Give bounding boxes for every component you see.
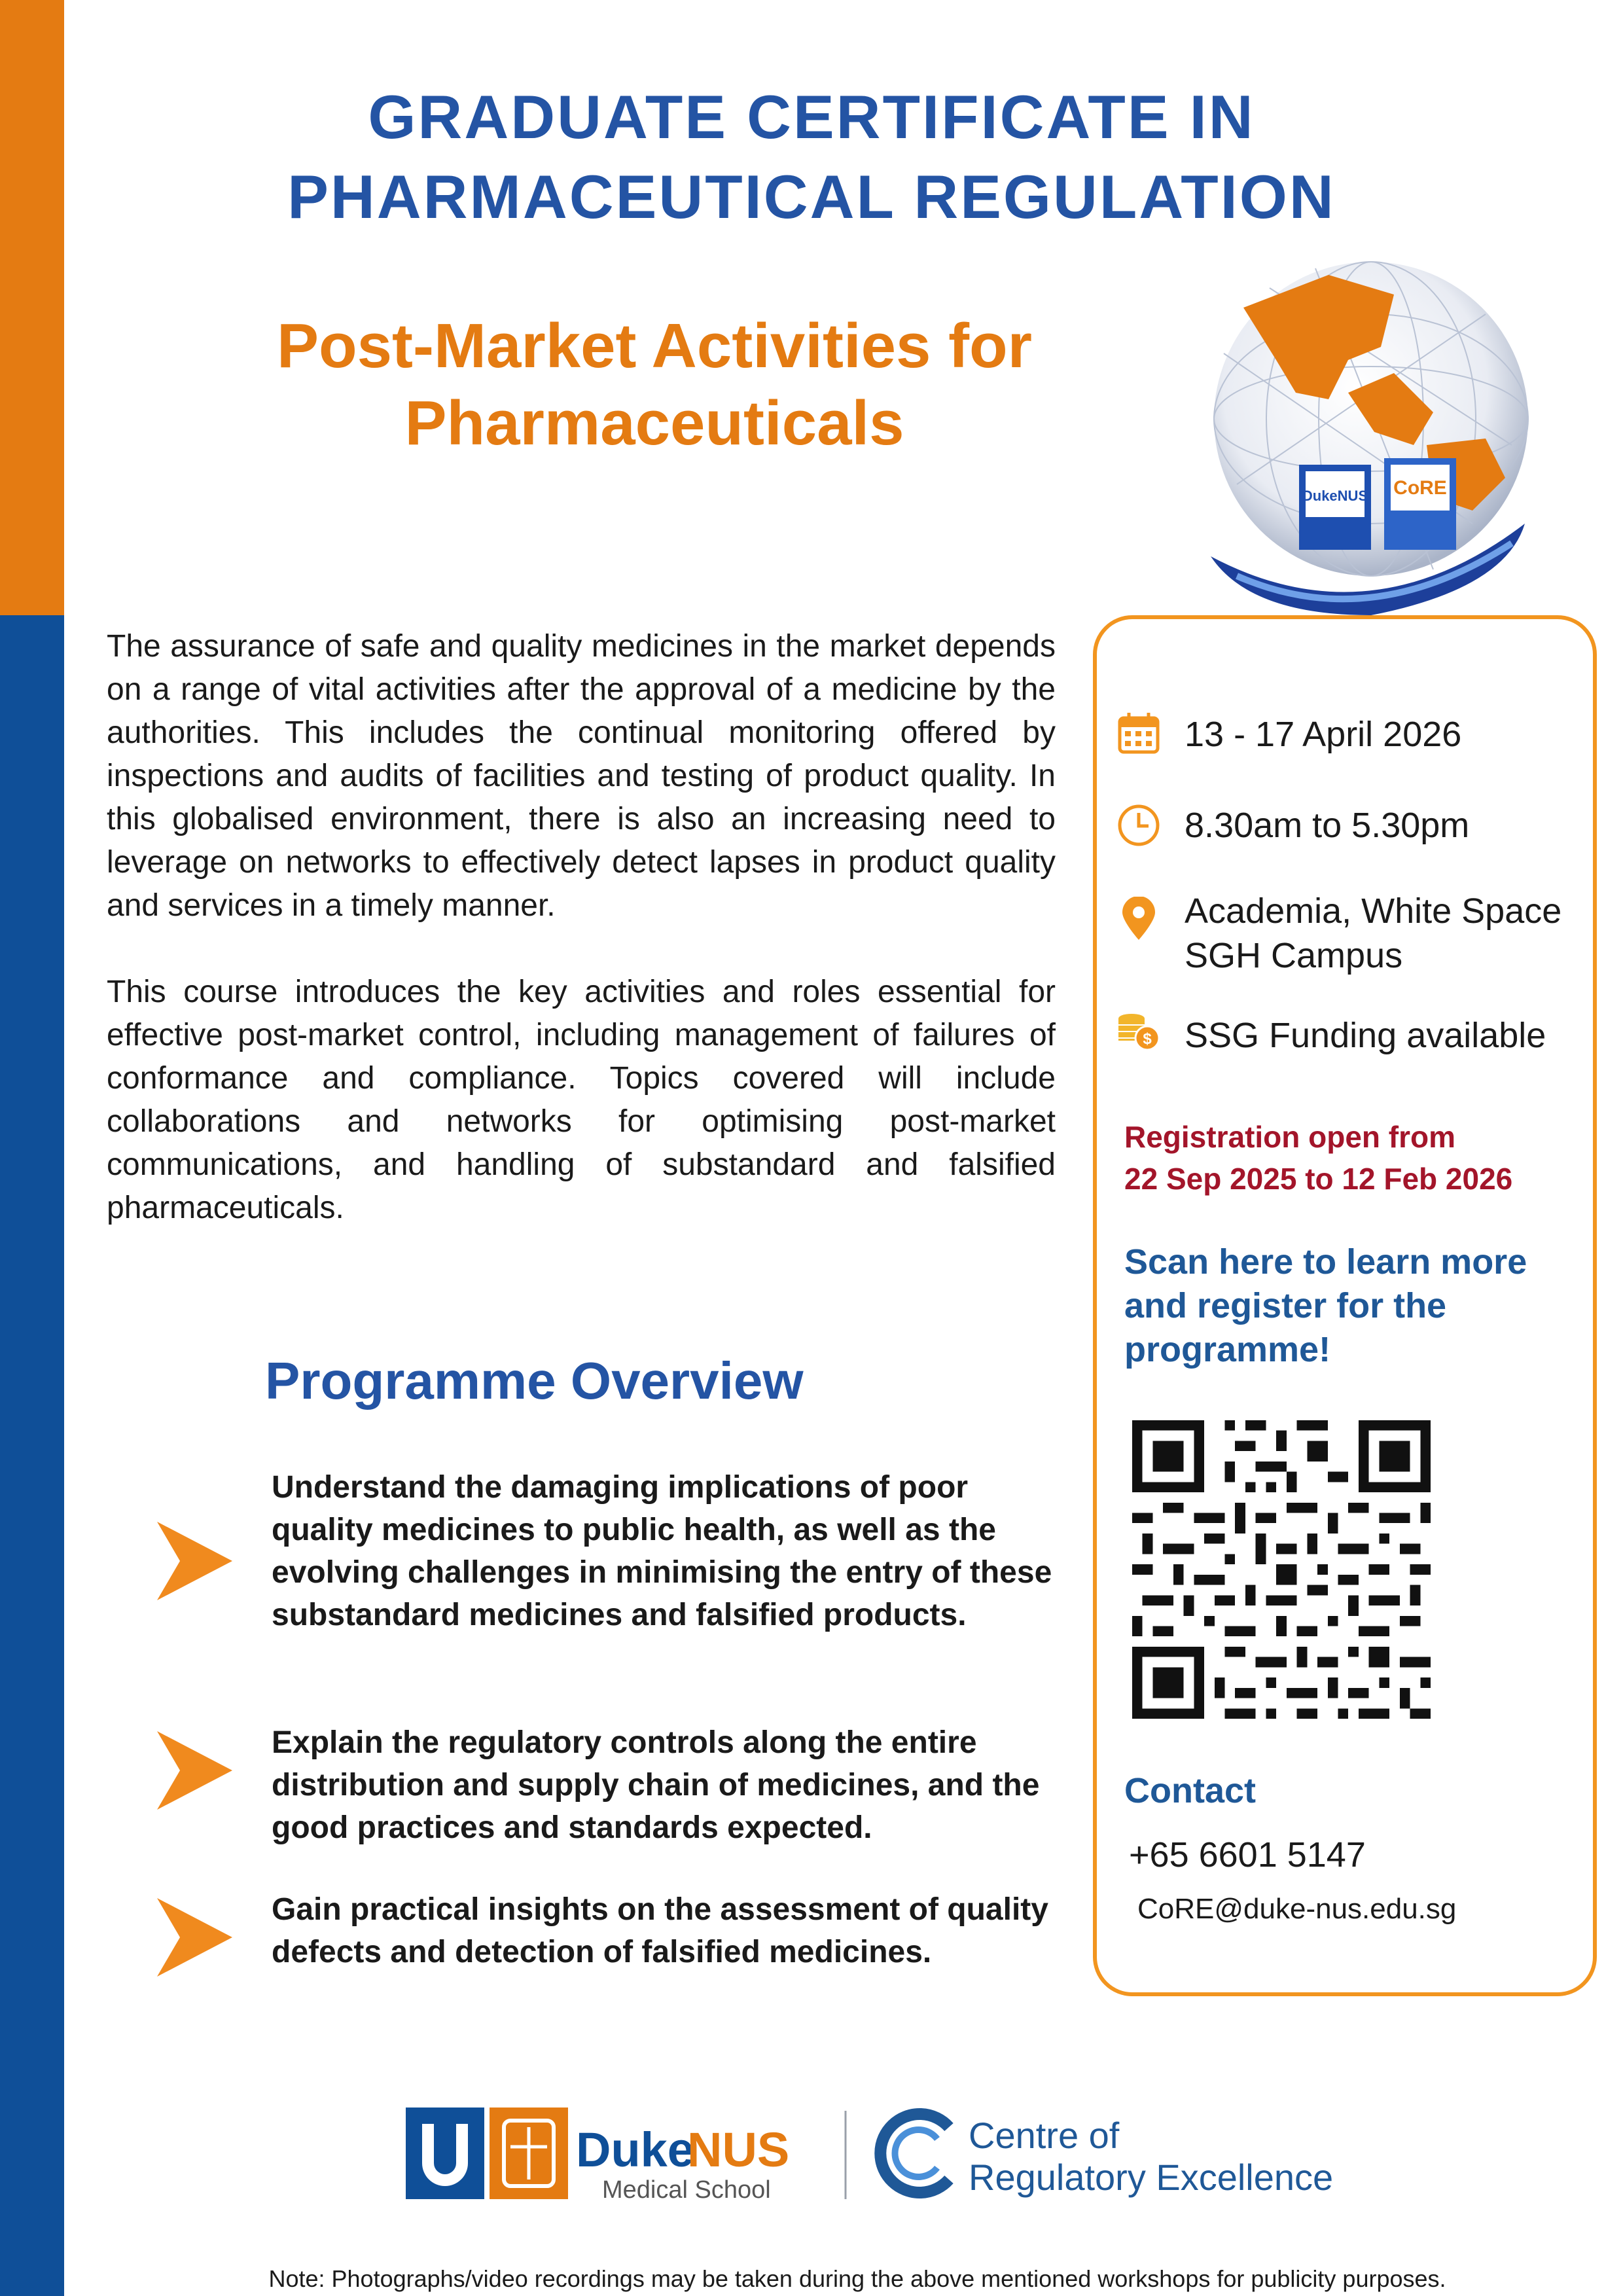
arrow-bullet-icon — [151, 1728, 236, 1813]
scan-line3: programme! — [1124, 1330, 1331, 1369]
objective-item-1: Understand the damaging implications of poor quality medicines to public health, as well as the evolving challenges in minimising the entry of these substandard medicines and falsified products. — [272, 1470, 1052, 1632]
globe-badge-core: CoRE — [1393, 477, 1447, 499]
core-name-line2: Regulatory Excellence — [969, 2157, 1334, 2198]
location-pin-icon — [1116, 897, 1162, 942]
core-logo — [880, 2114, 1333, 2198]
course-description — [107, 625, 1056, 1273]
objective-item-3: Gain practical insights on the assessment of quality defects and detection of falsified medicines. — [272, 1892, 1048, 1969]
svg-text:$: $ — [1143, 1030, 1152, 1048]
left-accent-bar-blue — [0, 615, 64, 2296]
duke-subtitle: Medical School — [602, 2176, 771, 2204]
scan-prompt — [1124, 1240, 1582, 1372]
coins-funding-icon — [1116, 1008, 1162, 1054]
venue-line2: SGH Campus — [1185, 936, 1403, 975]
contact-title: Contact — [1124, 1771, 1256, 1810]
footer-logos — [406, 2101, 1335, 2206]
description-paragraph-1: The assurance of safe and quality medicines in the market depends on a range of vital activities after the approval of a medicine by the authorities. This includes the continual monitoring offered by inspections and audits of facilities and testing of product quality. In this globalised environment, there is also an increasing need to leverage on networks to effectively detect lapses in product quality and services in a timely manner. — [107, 629, 1056, 923]
venue-line1: Academia, White Space — [1185, 891, 1562, 931]
event-date: 13 - 17 April 2026 — [1185, 715, 1462, 754]
arrow-bullet-icon — [151, 1518, 236, 1604]
objective-item-2: Explain the regulatory controls along the entire distribution and supply chain of medicines, and the good practices and standards expected. — [272, 1725, 1040, 1845]
core-name-line1: Centre of — [969, 2115, 1120, 2156]
description-paragraph-2: This course introduces the key activities and roles essential for effective post-market control, including management of failures of conformance and compliance. Topics covered will include collaborations and networks for optimising post-market communications, and handling of substandard and falsified pharmaceuticals. — [107, 975, 1056, 1225]
duke-name-part1: Duke — [576, 2123, 694, 2177]
main-title-line2: PHARMACEUTICAL REGULATION — [287, 162, 1336, 231]
publicity-note: Note: Photographs/video recordings may be taken during the above mentioned workshops for publicity purposes. — [268, 2265, 1446, 2292]
event-time: 8.30am to 5.30pm — [1185, 806, 1470, 845]
contact-email[interactable]: CoRE@duke-nus.edu.sg — [1137, 1893, 1457, 1925]
globe-network-icon — [1198, 249, 1538, 668]
course-title — [131, 308, 1178, 462]
scan-line1: Scan here to learn more — [1124, 1242, 1527, 1282]
funding-info: SSG Funding available — [1185, 1016, 1546, 1055]
left-accent-bar-orange — [0, 0, 64, 615]
duke-name-part2: NUS — [687, 2123, 790, 2177]
programme-overview-title: Programme Overview — [265, 1352, 804, 1410]
event-venue — [1185, 889, 1561, 978]
qr-code-icon[interactable] — [1132, 1420, 1431, 1719]
arrow-bullet-icon — [151, 1895, 236, 1980]
globe-badge-dukenus: DukeNUS — [1302, 488, 1368, 504]
course-title-line1: Post-Market Activities for — [276, 311, 1033, 381]
clock-icon — [1116, 802, 1162, 848]
registration-line1: Registration open from — [1124, 1120, 1456, 1154]
registration-period — [1124, 1116, 1582, 1200]
main-title-line1: GRADUATE CERTIFICATE IN — [368, 82, 1255, 151]
duke-nus-logo — [406, 2108, 789, 2204]
contact-phone[interactable]: +65 6601 5147 — [1129, 1835, 1366, 1874]
scan-line2: and register for the — [1124, 1286, 1447, 1325]
main-title — [98, 77, 1525, 237]
registration-line2: 22 Sep 2025 to 12 Feb 2026 — [1124, 1162, 1513, 1196]
course-title-line2: Pharmaceuticals — [404, 388, 904, 458]
calendar-icon — [1116, 710, 1162, 756]
